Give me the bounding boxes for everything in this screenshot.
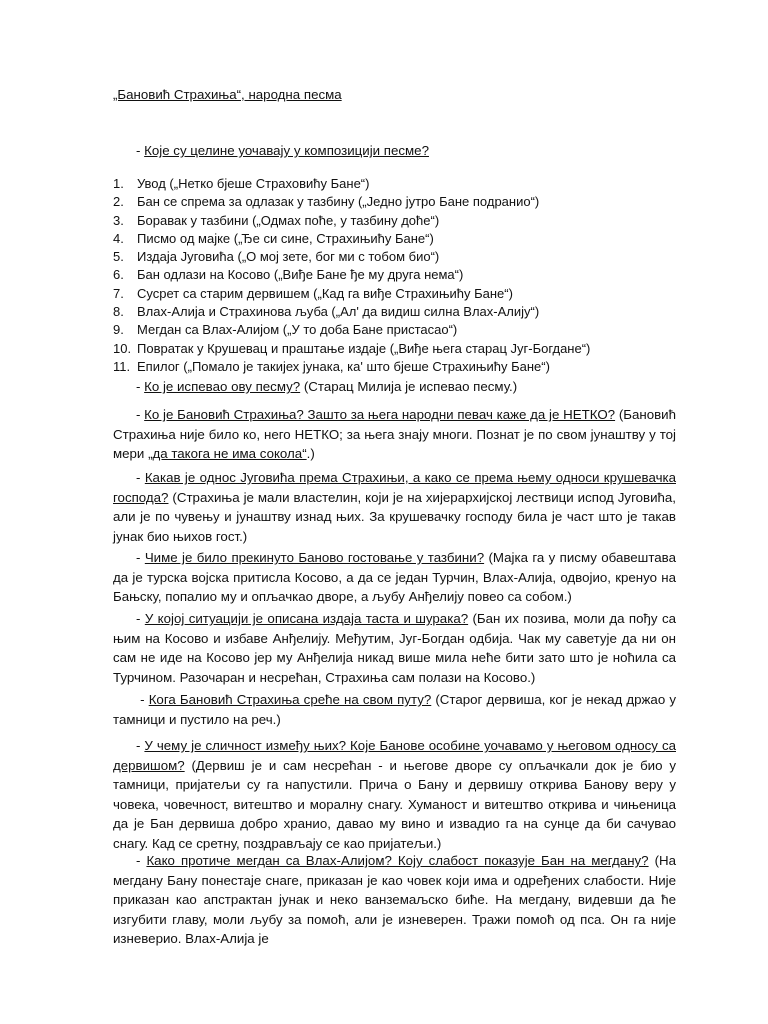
outline-item-number: 7.	[113, 285, 124, 301]
qa-paragraph-duel	[113, 851, 676, 949]
outline-item	[113, 303, 673, 321]
outline-item	[113, 340, 673, 358]
outline-item-text: Бан одлази на Косово („Виђе Бане ђе му друга нема“)	[137, 267, 464, 283]
qa-question: У чему је сличност између њих? Које Банове особине уочавамо у његовом односу са дервишом?	[113, 738, 676, 773]
outline-item-text: Епилог („Помало је такијех јунака, ка' што бјеше Страхињићу Бане“)	[137, 358, 550, 374]
qa-prefix: -	[136, 611, 145, 626]
outline-item	[113, 175, 673, 193]
qa-prefix: -	[136, 407, 145, 422]
qa-paragraph-dervish	[113, 736, 676, 854]
qa-answer: (Старац Милија је испевао песму.)	[300, 379, 518, 394]
outline-item-number: 2.	[113, 194, 124, 210]
outline-item-text: Мегдан са Влах-Алијом („У то доба Бане пристасао“)	[137, 322, 458, 338]
intro-question-text: Које су целине уочавају у композицији песме?	[144, 143, 429, 158]
qa-paragraph-netko	[113, 405, 676, 464]
qa-prefix: -	[136, 379, 145, 394]
outline-item-text: Боравак у тазбини („Одмах поће, у тазбину доће“)	[137, 212, 440, 228]
composition-outline-list	[113, 175, 673, 376]
qa-prefix: -	[136, 692, 149, 707]
qa-prefix: -	[136, 550, 145, 565]
document-title: „Бановић Страхиња“, народна песма	[113, 87, 342, 102]
outline-item-text: Писмо од мајке („Ђе си сине, Страхињићу Бане“)	[137, 230, 434, 246]
outline-item-number: 1.	[113, 176, 124, 191]
outline-item	[113, 358, 673, 376]
outline-item-text: Сусрет са старим дервишем („Кад га виђе Страхињићу Бане“)	[137, 285, 513, 301]
intro-question	[136, 142, 429, 160]
outline-item	[113, 248, 673, 266]
outline-item	[113, 266, 673, 284]
intro-question-prefix: -	[136, 143, 145, 158]
qa-prefix: -	[136, 470, 145, 485]
outline-item-number: 6.	[113, 267, 124, 283]
qa-question: Кога Бановић Страхиња среће на свом путу?	[148, 692, 432, 707]
outline-item	[113, 285, 673, 303]
qa-question: У којој ситуацији је описана издаја таста и шурака?	[144, 611, 469, 626]
qa-answer-end: .)	[306, 446, 315, 462]
qa-question: Чиме је било прекинуто Баново гостовање у тазбини?	[144, 550, 485, 565]
outline-item	[113, 230, 673, 248]
qa-prefix: -	[136, 853, 147, 868]
qa-question: Како протиче мегдан са Влах-Алијом? Коју слабост показује Бан на мегдану?	[146, 853, 649, 868]
outline-item-number: 11.	[113, 358, 131, 374]
outline-item-text: Влах-Алија и Страхинова љуба („Ал' да видиш силна Влах-Алију“)	[137, 304, 540, 320]
qa-answer: (Старог дервиша, ког је некад држао у тамници и пустило на реч.)	[113, 692, 676, 727]
qa-question: Ко је испевао ову песму?	[144, 379, 301, 394]
outline-item	[113, 321, 673, 339]
qa-question: Ко је Бановић Страхиња? Зашто за њега народни певач каже да је НЕТКО?	[144, 407, 616, 422]
outline-item	[113, 193, 673, 211]
outline-item	[113, 212, 673, 230]
qa-answer: (Бан их позива, моли да пођу са њим на Косово и избаве Анђелију. Међутим, Југ-Богдан одбија. Чак му саветује да ни он сам не иде на Косово јер му Анђелија никад више мила неће бити зато што је ноћила са Турчином. Разочаран и несрећан, Страхиња сам полази на Косово.)	[113, 611, 676, 685]
outline-item-number: 4.	[113, 230, 124, 246]
qa-answer: (На мегдану Бану понестаје снаге, приказан је као човек који има и одређених слабости. Није приказан као апстрактан јунак и неко ванземаљско биће. На мегдану, видевши да ће изгубити главу, моли љубу за помоћ, али је изневерен. Тражи помоћ од пса. Он га није изневерио. Влах-Алија је	[113, 853, 677, 947]
outline-item-number: 5.	[113, 249, 124, 265]
outline-item-text: Бан се спрема за одлазак у тазбину („Једно јутро Бане подранио“)	[137, 194, 540, 210]
qa-answer: (Дервиш је и сам несрећан - и његове дворе су опљачкали док је био у тамници, пријатељи су га напустили. Прича о Бану и дервишу открива Банову веру у човека, човечност, витештво и моралну снагу. Хуманост и витештво открива и чињеница да је Бан дервиша добро хранио, давао му вино и извадио га на сунце да би сачувао снагу. Кад се сретну, поздрављају се као пријатељи.)	[113, 757, 676, 851]
outline-item-text: Повратак у Крушевац и праштање издаје („Виђе њега старац Југ-Богдане“)	[137, 340, 591, 356]
qa-answer: (Бановић Страхиња није било ко, него НЕТКО; за њега знају многи. Познат је по свом јунаштву у тој мери	[113, 407, 676, 462]
qa-prefix: -	[136, 738, 145, 753]
qa-question: Какав је однос Југовића према Страхињи, а како се према њему односи крушевачка господа?	[113, 470, 676, 505]
qa-answer: (Мајка га у писму обавештава да је турска војска притисла Косово, а да се један Турчин, Влах-Алија, одвојио, кренуо на Бањску, попалио му и опљачкао дворе, а љубу Анђелију повео са собом.)	[113, 550, 676, 605]
outline-item-number: 10.	[113, 340, 132, 356]
qa-paragraph-meeting	[113, 690, 676, 729]
qa-quote: „да такога не има сокола“	[148, 446, 307, 462]
outline-item-number: 9.	[113, 322, 124, 338]
outline-item-text: Увод („Нетко бјеше Страховићу Бане“)	[137, 176, 370, 191]
qa-answer: (Страхиња је мали властелин, који је на хијерархијској лествици испод Југовића, али је по чувењу и јунаштву изнад њих. За крушевачку господу била је част што је такав јунак био њихов гост.)	[113, 489, 676, 544]
qa-paragraph-betrayal	[113, 609, 676, 687]
outline-item-text: Издаја Југовића („О мој зете, бог ми с тобом био“)	[137, 249, 440, 265]
outline-item-number: 3.	[113, 212, 124, 228]
outline-item-number: 8.	[113, 304, 124, 320]
qa-paragraph-interruption	[113, 548, 676, 607]
qa-paragraph-jugovici	[113, 468, 676, 546]
qa-paragraph-author	[113, 377, 676, 397]
